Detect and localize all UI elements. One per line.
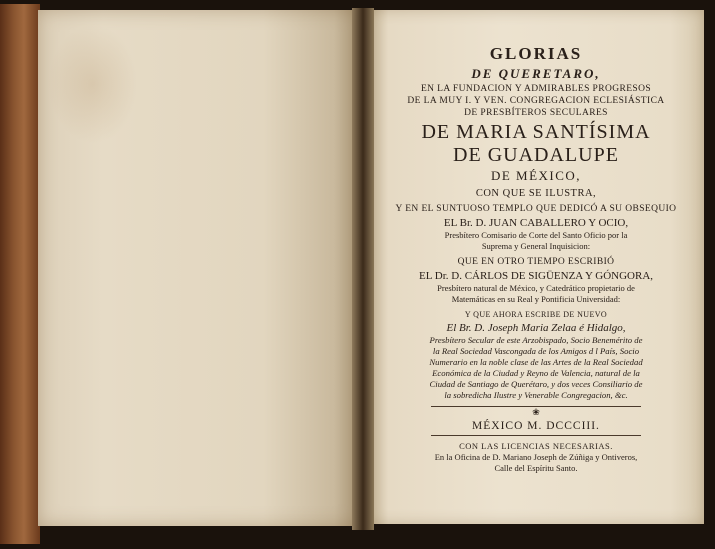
paper-stain (48, 24, 138, 144)
title-mexico: DE MÉXICO, (490, 168, 582, 183)
ornament-icon: ❀ (532, 407, 540, 417)
templo-line: Y EN EL SUNTUOSO TEMPLO QUE DEDICÓ A SU OBSEQUIO (395, 204, 677, 214)
imprint-year: MÉXICO M. DCCCIII. (472, 420, 600, 432)
calle-line: Calle del Espíritu Santo. (494, 463, 578, 473)
otro-tiempo-line: QUE EN OTRO TIEMPO ESCRIBIÓ (457, 257, 615, 267)
bottom-rule (431, 435, 641, 436)
leather-cover (0, 4, 40, 544)
caballero-title-1: Presbítero Comisario de Corte del Santo Oficio por la (444, 230, 628, 240)
licencias-line: CON LAS LICENCIAS NECESARIAS. (459, 441, 613, 451)
title-guadalupe: DE GUADALUPE (453, 144, 619, 166)
title-queretaro: DE QUERETARO, (471, 66, 601, 81)
subtitle-line-2: DE LA MUY I. Y VEN. CONGREGACION ECLESIÁSTICA (407, 96, 665, 106)
title-glorias: GLORIAS (489, 44, 583, 63)
subtitle-line-3: DE PRESBÍTEROS SECULARES (464, 108, 608, 118)
blank-left-page (38, 10, 360, 526)
title-page-text (368, 38, 704, 473)
siguenza-title-1: Presbítero natural de México, y Catedrático propietario de (437, 283, 635, 293)
ahora-escribe-line: Y QUE AHORA ESCRIBE DE NUEVO (464, 310, 608, 319)
siguenza-name: EL Dr. D. CÁRLOS DE SIGÜENZA Y GÓNGORA, (418, 270, 654, 282)
oficina-line: En la Oficina de D. Mariano Joseph de Zúñiga y Ontiveros, (434, 452, 638, 462)
zelaa-name: El Br. D. Joseph Maria Zelaa é Hidalgo, (446, 322, 626, 334)
zelaa-desc-6: la sobredicha Ilustre y Venerable Congregacion, &c. (444, 390, 628, 400)
title-maria-santisima: DE MARIA SANTÍSIMA (421, 121, 651, 143)
siguenza-title-2: Matemáticas en su Real y Pontificia Universidad: (451, 294, 621, 304)
caballero-name: EL Br. D. JUAN CABALLERO Y OCIO, (443, 217, 629, 229)
zelaa-desc-1: Presbítero Secular de este Arzobispado, Socio Benemérito de (429, 335, 643, 345)
zelaa-desc-4: Económica de la Ciudad y Reyno de Valencia, natural de la (432, 368, 640, 378)
zelaa-desc-2: la Real Sociedad Vascongada de los Amigos d l País, Socio (432, 346, 640, 356)
con-que-se-ilustra: CON QUE SE ILUSTRA, (475, 188, 597, 199)
zelaa-desc-3: Numerario en la noble clase de las Artes de la Real Sociedad (429, 357, 643, 367)
caballero-title-2: Suprema y General Inquisicion: (481, 241, 591, 251)
subtitle-line-1: EN LA FUNDACION Y ADMIRABLES PROGRESOS (420, 84, 652, 94)
zelaa-desc-5: Ciudad de Santiago de Querétaro, y dos veces Consiliario de (429, 379, 643, 389)
